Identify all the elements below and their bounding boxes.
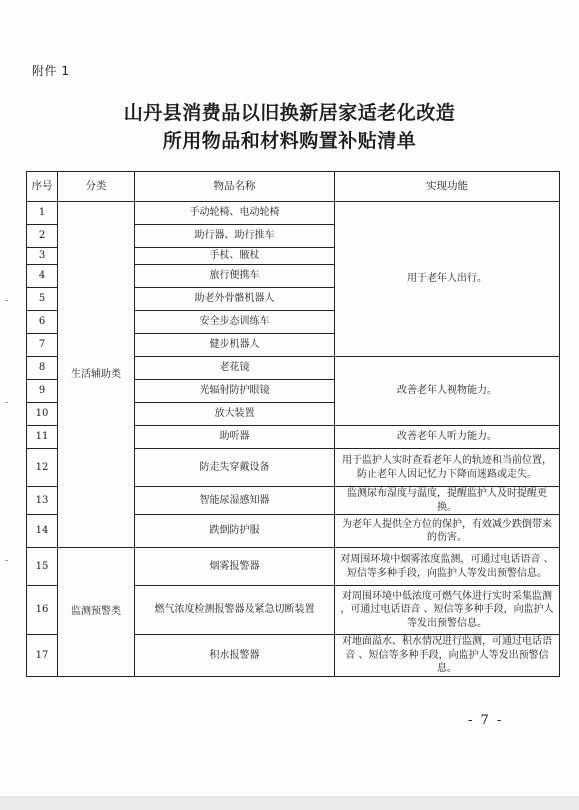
row-item: 燃气浓度检测报警器及紧急切断装置 [135, 586, 335, 635]
row-no: 1 [27, 202, 58, 225]
row-no: 11 [27, 426, 58, 449]
row-no: 15 [27, 548, 58, 586]
page-number: - 7 - [468, 713, 504, 728]
row-no: 16 [27, 586, 58, 635]
row-item: 光辐射防护眼镜 [135, 380, 335, 403]
header-no: 序号 [27, 172, 58, 202]
row-item: 健步机器人 [135, 334, 335, 357]
function-vision: 改善老年人视物能力。 [335, 357, 560, 426]
row-item: 放大装置 [135, 403, 335, 426]
row-no: 6 [27, 311, 58, 334]
row-item: 助老外骨骼机器人 [135, 288, 335, 311]
row-no: 13 [27, 487, 58, 515]
row-item: 跌倒防护服 [135, 515, 335, 548]
table-row [27, 548, 560, 586]
row-item: 手动轮椅、电动轮椅 [135, 202, 335, 225]
row-no: 9 [27, 380, 58, 403]
header-item-name: 物品名称 [135, 172, 335, 202]
row-no: 17 [27, 635, 58, 677]
subsidy-items-table [26, 171, 560, 677]
row-item: 老花镜 [135, 357, 335, 380]
row-item: 手杖、腋杖 [135, 248, 335, 265]
row-item: 旅行便携车 [135, 265, 335, 288]
function-mobility: 用于老年人出行。 [335, 202, 560, 357]
function-hearing: 改善老年人听力能力。 [335, 426, 560, 449]
table-row [27, 202, 560, 225]
row-no: 10 [27, 403, 58, 426]
row-item: 防走失穿戴设备 [135, 449, 335, 487]
row-no: 2 [27, 225, 58, 248]
row-no: 3 [27, 248, 58, 265]
function-gas: 对周围环境中低浓度可燃气体进行实时采集监测 ，可通过电话语音 、短信等多种手段，向监护人等发出预警信息。 [335, 586, 560, 635]
row-no: 14 [27, 515, 58, 548]
function-smoke: 对周围环境中烟雾浓度监测，可通过电话语音 、短信等多种手段，向监护人等发出预警信息。 [335, 548, 560, 586]
category-life-aid: 生活辅助类 [58, 202, 135, 548]
row-no: 4 [27, 265, 58, 288]
function-water: 对地面溢水、积水情况进行监测，可通过电话语音 、短信等多种手段，向监护人等发出预警信息。 [335, 635, 560, 677]
row-item: 助听器 [135, 426, 335, 449]
attachment-label: 附件 1 [32, 64, 70, 78]
scan-mark [5, 560, 8, 561]
scan-mark [5, 402, 8, 403]
bottom-scan-edge [0, 796, 579, 810]
document-title-line2: 所用物品和材料购置补贴清单 [162, 130, 417, 152]
row-no: 12 [27, 449, 58, 487]
row-item: 安全步态训练车 [135, 311, 335, 334]
header-category: 分类 [58, 172, 135, 202]
row-no: 8 [27, 357, 58, 380]
row-item: 助行器、助行推车 [135, 225, 335, 248]
row-no: 7 [27, 334, 58, 357]
header-function: 实现功能 [335, 172, 560, 202]
table-header-row [27, 172, 560, 202]
scan-mark [5, 300, 8, 301]
row-no: 5 [27, 288, 58, 311]
function-urine: 监测尿布湿度与温度，提醒监护人及时提醒更换。 [335, 487, 560, 515]
function-anti-lost: 用于监护人实时查看老年人的轨迹和当前位置，防止老年人因记忆力下降而迷路或走失。 [335, 449, 560, 487]
row-item: 积水报警器 [135, 635, 335, 677]
row-item: 烟雾报警器 [135, 548, 335, 586]
function-fall: 为老年人提供全方位的保护，有效减少跌倒带来的伤害。 [335, 515, 560, 548]
document-title-line1: 山丹县消费品以旧换新居家适老化改造 [123, 102, 456, 124]
category-monitoring: 监测预警类 [58, 548, 135, 677]
row-item: 智能尿湿感知器 [135, 487, 335, 515]
